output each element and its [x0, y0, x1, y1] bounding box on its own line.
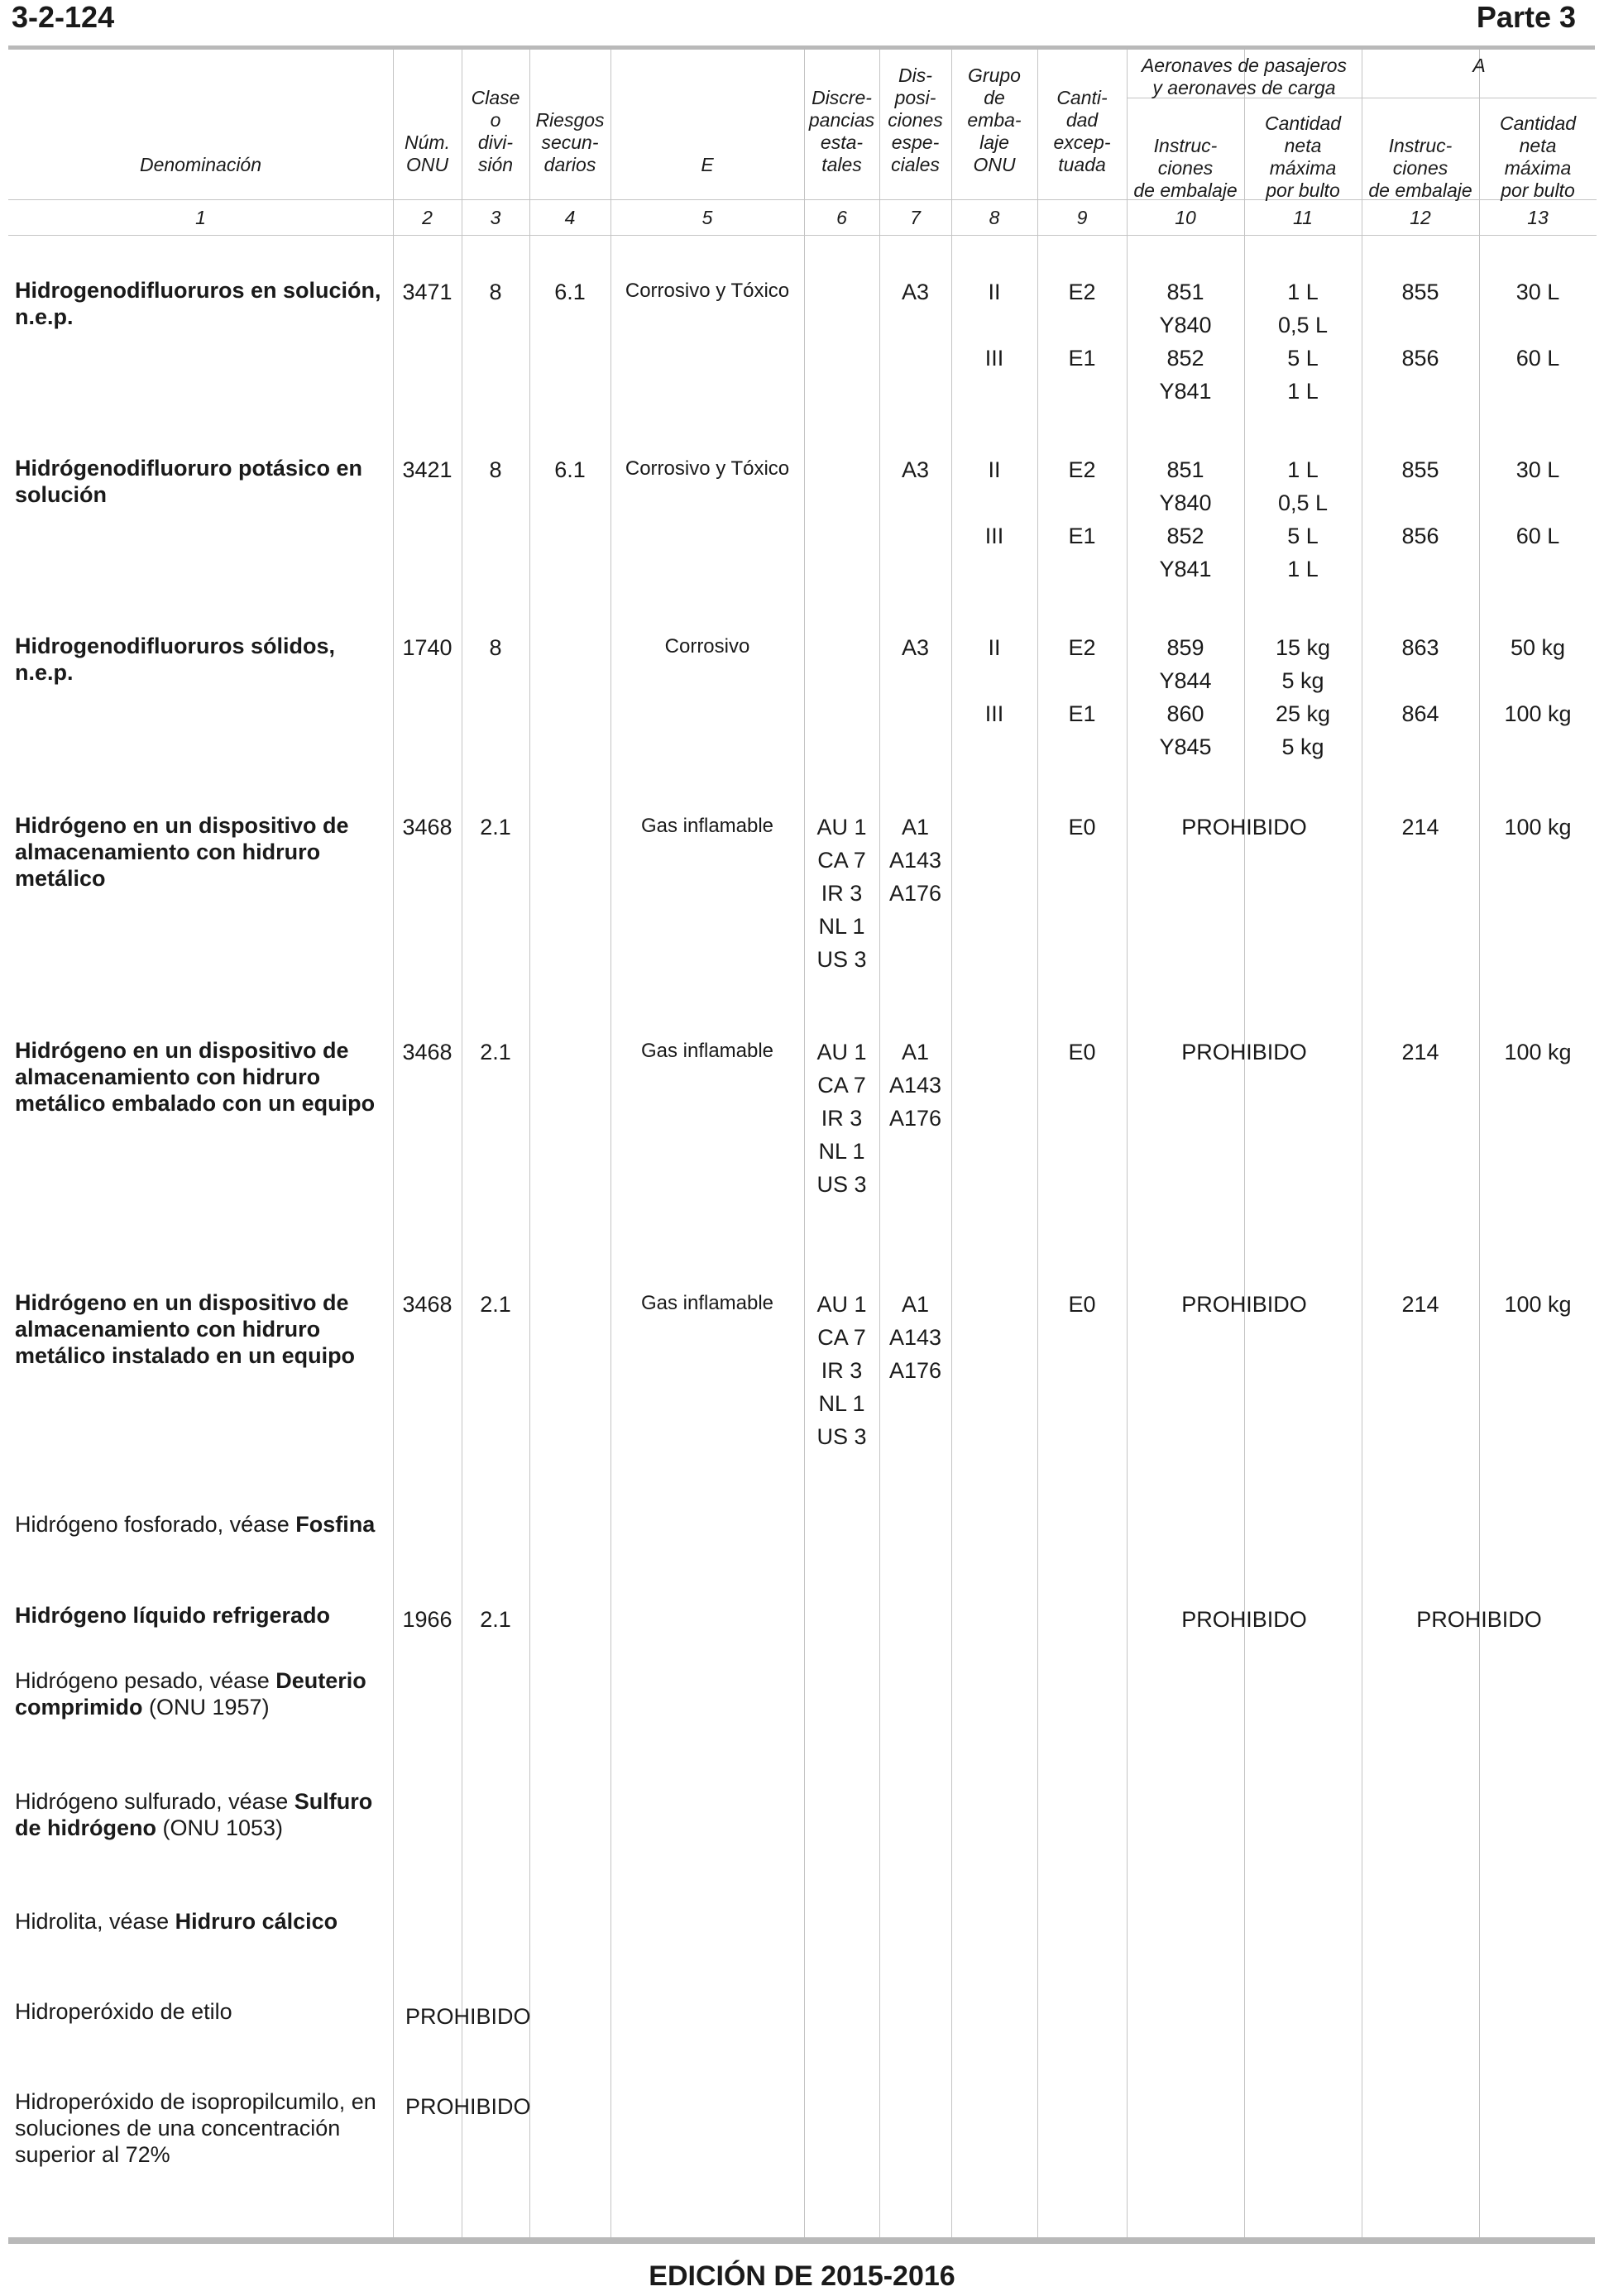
part-label: Parte 3: [1476, 0, 1576, 34]
header-cargo-instructions-line: ciones: [1392, 157, 1448, 179]
entry-isopropil-prohib: PROHIBIDO: [405, 2094, 531, 2119]
passenger-max-quantity: 5 kg: [1281, 734, 1324, 759]
entry-name: Hidrógeno en un dispositivo de almacenamiento con hidruro metálico embalado con un equipo: [15, 1038, 376, 1116]
passenger-packing-instruction: 860: [1166, 701, 1204, 726]
passenger-max-quantity: 5 kg: [1281, 668, 1324, 693]
header-denominacion: Denominación: [139, 154, 262, 175]
state-variation: CA 7: [817, 1073, 866, 1098]
state-variation: US 3: [816, 947, 867, 972]
header-grupo-line: Grupo: [968, 65, 1021, 86]
header-passenger-quantity-line: máxima: [1269, 157, 1337, 179]
excepted-quantity: E0: [1068, 815, 1096, 839]
column-divider: [879, 50, 880, 2237]
header-disposiciones-line: Dis-: [898, 65, 932, 86]
header-passenger-aircraft-line: Aeronaves de pasajeros: [1141, 55, 1348, 76]
column-number: 3: [490, 207, 501, 228]
un-number: 3468: [402, 1040, 452, 1064]
special-provision: A3: [901, 280, 930, 304]
hazard-label: Gas inflamable: [640, 1040, 774, 1062]
header-cantidad-exceptuada: [1037, 87, 1127, 176]
cargo-max-quantity: 100 kg: [1504, 1292, 1572, 1317]
class-division: 2.1: [480, 1292, 511, 1317]
header-cargo-quantity-line: máxima: [1504, 157, 1572, 179]
hazard-label: Gas inflamable: [640, 1292, 774, 1314]
entry-liquido-prohib-cargo: PROHIBIDO: [1416, 1607, 1542, 1632]
column-number: 8: [989, 207, 1000, 228]
entry-liquido-prohib-passenger: PROHIBIDO: [1181, 1607, 1307, 1632]
header-passenger-aircraft-line: y aeronaves de carga: [1152, 77, 1336, 98]
cargo-max-quantity: 100 kg: [1504, 1040, 1572, 1064]
passenger-packing-instruction: 859: [1166, 635, 1204, 660]
excepted-quantity: E1: [1068, 346, 1096, 371]
header-etiquetas: [610, 154, 804, 176]
column-number: 2: [422, 207, 433, 228]
entry-name: Hidrógeno en un dispositivo de almacenamiento con hidruro metálico: [15, 813, 349, 891]
column-number: 4: [564, 207, 576, 228]
entry-name: Hidrógenodifluoruro potásico en solución: [15, 456, 362, 507]
passenger-packing-instruction: 852: [1166, 346, 1204, 371]
header-disposiciones-line: ciones: [888, 109, 943, 131]
ref-entry-sulfurado: Hidrógeno sulfurado, véase Sulfuro de hidrógeno (ONU 1053): [15, 1789, 373, 1840]
entry-etilo-name: Hidroperóxido de etilo: [15, 1999, 232, 2024]
passenger-packing-instruction: Y844: [1159, 668, 1212, 693]
header-disposiciones: [879, 65, 951, 176]
cargo-packing-instruction: 856: [1401, 524, 1439, 548]
un-number: 1740: [402, 635, 452, 660]
entry-etilo-prohib: PROHIBIDO: [405, 2004, 531, 2029]
cargo-packing-instruction: 864: [1401, 701, 1439, 726]
cargo-packing-instruction: 855: [1401, 280, 1439, 304]
passenger-max-quantity: 15 kg: [1275, 635, 1331, 660]
state-variation: IR 3: [821, 1106, 863, 1131]
class-division: 2.1: [480, 815, 511, 839]
cargo-packing-instruction: 214: [1401, 815, 1439, 839]
passenger-packing-instruction: 851: [1166, 280, 1204, 304]
header-passenger-quantity-line: por bulto: [1266, 179, 1340, 201]
column-divider: [610, 50, 611, 2237]
state-variation: US 3: [816, 1172, 867, 1197]
cargo-packing-instruction: 214: [1401, 1040, 1439, 1064]
excepted-quantity: E1: [1068, 524, 1096, 548]
header-clase-line: Clase: [471, 87, 520, 108]
header-num-onu: [393, 132, 462, 176]
ref-entry-hidrolita: Hidrolita, véase Hidruro cálcico: [15, 1909, 338, 1934]
column-number: 7: [910, 207, 921, 228]
class-division: 2.1: [480, 1040, 511, 1064]
footer-edition: EDICIÓN DE 2015-2016: [649, 2260, 955, 2292]
cargo-max-quantity: 100 kg: [1504, 701, 1572, 726]
passenger-packing-instruction: Y840: [1159, 313, 1212, 337]
packing-group: II: [988, 457, 1001, 482]
ref-entry-fosforado: Hidrógeno fosforado, véase Fosfina: [15, 1512, 376, 1537]
header-cargo-quantity: [1479, 112, 1597, 202]
header-etiquetas-line: E: [701, 154, 714, 175]
header-cantidad-exceptuada-line: dad: [1065, 109, 1099, 131]
state-variation: NL 1: [818, 1139, 865, 1164]
header-discrepancias-line: pancias: [808, 109, 875, 131]
header-discrepancias-line: tales: [821, 154, 862, 175]
column-divider: [1037, 50, 1038, 2237]
cargo-packing-instruction: 863: [1401, 635, 1439, 660]
header-disposiciones-line: espe-: [891, 132, 940, 153]
entry-isopropil-name: Hidroperóxido de isopropilcumilo, en soluciones de una concentración superior al 72%: [15, 2089, 376, 2167]
header-grupo-line: ONU: [973, 154, 1016, 175]
subsidiary-risk: 6.1: [554, 457, 586, 482]
column-number: 11: [1293, 207, 1313, 228]
column-number: 13: [1527, 207, 1549, 228]
column-number: 6: [836, 207, 847, 228]
cargo-max-quantity: 60 L: [1515, 524, 1560, 548]
header-cantidad-exceptuada-line: excep-: [1053, 132, 1111, 153]
header-cargo-instructions: [1362, 135, 1479, 202]
special-provision: A176: [888, 881, 942, 906]
passenger-packing-instruction: 852: [1166, 524, 1204, 548]
header-passenger-quantity-line: Cantidad: [1264, 112, 1342, 134]
header-riesgos-line: secun-: [541, 132, 599, 153]
special-provision: A176: [888, 1358, 942, 1383]
header-cargo-instructions-line: Instruc-: [1388, 135, 1453, 156]
header-clase-line: sión: [477, 154, 514, 175]
header-discrepancias: [804, 87, 879, 176]
header-clase: [462, 87, 529, 176]
un-number: 3468: [402, 1292, 452, 1317]
special-provision: A1: [901, 815, 930, 839]
special-provision: A3: [901, 457, 930, 482]
page-number: 3-2-124: [12, 0, 115, 34]
column-number: 12: [1410, 207, 1431, 228]
header-grupo-line: emba-: [967, 109, 1022, 131]
state-variation: AU 1: [816, 1040, 867, 1064]
passenger-prohibited: PROHIBIDO: [1181, 1040, 1307, 1064]
header-passenger-instructions-line: Instruc-: [1153, 135, 1218, 156]
top-rule: [8, 45, 1595, 50]
un-number: 3471: [402, 280, 452, 304]
special-provision: A1: [901, 1292, 930, 1317]
header-discrepancias-line: esta-: [820, 132, 864, 153]
hazard-label: Gas inflamable: [640, 815, 774, 837]
header-riesgos-line: Riesgos: [535, 109, 605, 131]
header-riesgos: [529, 109, 610, 176]
special-provision: A3: [901, 635, 930, 660]
entry-name: Hidrogenodifluoruros en solución, n.e.p.: [15, 278, 381, 329]
passenger-packing-instruction: Y841: [1159, 557, 1212, 581]
passenger-max-quantity: 0,5 L: [1277, 313, 1329, 337]
passenger-max-quantity: 1 L: [1287, 280, 1319, 304]
special-provision: A143: [888, 1325, 942, 1350]
passenger-max-quantity: 1 L: [1287, 557, 1319, 581]
packing-group: III: [984, 346, 1004, 371]
state-variation: IR 3: [821, 881, 863, 906]
special-provision: A143: [888, 848, 942, 873]
header-discrepancias-line: Discre-: [812, 87, 872, 108]
cargo-max-quantity: 30 L: [1515, 280, 1560, 304]
entry-name: Hidrogenodifluoruros sólidos, n.e.p.: [15, 634, 335, 685]
header-cargo-aircraft-line: A: [1472, 55, 1486, 76]
passenger-packing-instruction: Y840: [1159, 490, 1212, 515]
class-division: 8: [489, 280, 502, 304]
state-variation: CA 7: [817, 848, 866, 873]
passenger-max-quantity: 1 L: [1287, 379, 1319, 404]
header-grupo-line: de: [984, 87, 1005, 108]
header-cargo-instructions-line: de embalaje: [1368, 179, 1472, 201]
column-divider: [529, 50, 530, 2237]
passenger-max-quantity: 5 L: [1287, 346, 1319, 371]
header-passenger-instructions-line: de embalaje: [1133, 179, 1238, 201]
header-riesgos-line: darios: [543, 154, 596, 175]
bottom-rule: [8, 2237, 1595, 2244]
header-cargo-quantity-line: por bulto: [1501, 179, 1575, 201]
subsidiary-risk: 6.1: [554, 280, 586, 304]
un-number: 3468: [402, 815, 452, 839]
special-provision: A176: [888, 1106, 942, 1131]
special-provision: A143: [888, 1073, 942, 1098]
column-numbers-rule: [8, 235, 1597, 236]
excepted-quantity: E2: [1068, 280, 1096, 304]
state-variation: AU 1: [816, 1292, 867, 1317]
cargo-max-quantity: 100 kg: [1504, 815, 1572, 839]
ref-entry-pesado: Hidrógeno pesado, véase Deuterio comprimido (ONU 1957): [15, 1668, 366, 1720]
cargo-packing-instruction: 855: [1401, 457, 1439, 482]
header-num-onu-line: ONU: [405, 154, 449, 175]
passenger-packing-instruction: Y841: [1159, 379, 1212, 404]
column-number: 1: [195, 207, 206, 228]
header-cantidad-exceptuada-line: tuada: [1058, 154, 1106, 175]
cargo-max-quantity: 60 L: [1515, 346, 1560, 371]
header-clase-line: o: [490, 109, 501, 131]
cargo-max-quantity: 50 kg: [1510, 635, 1566, 660]
header-passenger-quantity-line: neta: [1284, 135, 1322, 156]
hazard-label: Corrosivo y Tóxico: [625, 457, 790, 480]
state-variation: US 3: [816, 1424, 867, 1449]
header-disposiciones-line: posi-: [894, 87, 936, 108]
excepted-quantity: E0: [1068, 1292, 1096, 1317]
entry-name: Hidrógeno en un dispositivo de almacenamiento con hidruro metálico instalado en un equipo: [15, 1290, 356, 1368]
cargo-max-quantity: 30 L: [1515, 457, 1560, 482]
passenger-max-quantity: 0,5 L: [1277, 490, 1329, 515]
class-division: 8: [489, 457, 502, 482]
header-passenger-instructions: [1127, 135, 1244, 202]
excepted-quantity: E2: [1068, 635, 1096, 660]
cargo-packing-instruction: 214: [1401, 1292, 1439, 1317]
state-variation: CA 7: [817, 1325, 866, 1350]
header-passenger-quantity: [1244, 112, 1362, 202]
passenger-max-quantity: 1 L: [1287, 457, 1319, 482]
packing-group: II: [988, 635, 1001, 660]
header-cargo-quantity-line: neta: [1519, 135, 1557, 156]
passenger-max-quantity: 25 kg: [1275, 701, 1331, 726]
header-clase-line: divi-: [477, 132, 514, 153]
header-passenger-instructions-line: ciones: [1157, 157, 1214, 179]
packing-group: II: [988, 280, 1001, 304]
special-provision: A1: [901, 1040, 930, 1064]
state-variation: NL 1: [818, 1391, 865, 1416]
hazard-label: Corrosivo: [664, 635, 750, 658]
excepted-quantity: E2: [1068, 457, 1096, 482]
header-cargo-aircraft: [1362, 55, 1597, 77]
entry-liquido-name: Hidrógeno líquido refrigerado: [15, 1603, 331, 1628]
passenger-prohibited: PROHIBIDO: [1181, 815, 1307, 839]
packing-group: III: [984, 524, 1004, 548]
column-number: 10: [1175, 207, 1196, 228]
entry-liquido-un: 1966: [402, 1607, 452, 1632]
passenger-max-quantity: 5 L: [1287, 524, 1319, 548]
hazard-label: Corrosivo y Tóxico: [625, 280, 790, 302]
passenger-packing-instruction: 851: [1166, 457, 1204, 482]
un-number: 3421: [402, 457, 452, 482]
column-divider: [1479, 50, 1480, 2237]
state-variation: IR 3: [821, 1358, 863, 1383]
cargo-packing-instruction: 856: [1401, 346, 1439, 371]
header-disposiciones-line: ciales: [891, 154, 940, 175]
excepted-quantity: E1: [1068, 701, 1096, 726]
excepted-quantity: E0: [1068, 1040, 1096, 1064]
column-number: 5: [701, 207, 713, 228]
state-variation: NL 1: [818, 914, 865, 939]
column-number: 9: [1076, 207, 1088, 228]
header-cantidad-exceptuada-line: Canti-: [1056, 87, 1108, 108]
state-variation: AU 1: [816, 815, 867, 839]
header-grupo-line: laje: [979, 132, 1009, 153]
header-cargo-quantity-line: Cantidad: [1499, 112, 1577, 134]
header-passenger-aircraft: [1127, 55, 1362, 99]
column-divider: [393, 50, 394, 2237]
entry-liquido-class: 2.1: [480, 1607, 511, 1632]
class-division: 8: [489, 635, 502, 660]
header-num-onu-line: Núm.: [405, 132, 450, 153]
passenger-prohibited: PROHIBIDO: [1181, 1292, 1307, 1317]
packing-group: III: [984, 701, 1004, 726]
header-grupo: [951, 65, 1037, 176]
column-divider: [951, 50, 952, 2237]
passenger-packing-instruction: Y845: [1159, 734, 1212, 759]
